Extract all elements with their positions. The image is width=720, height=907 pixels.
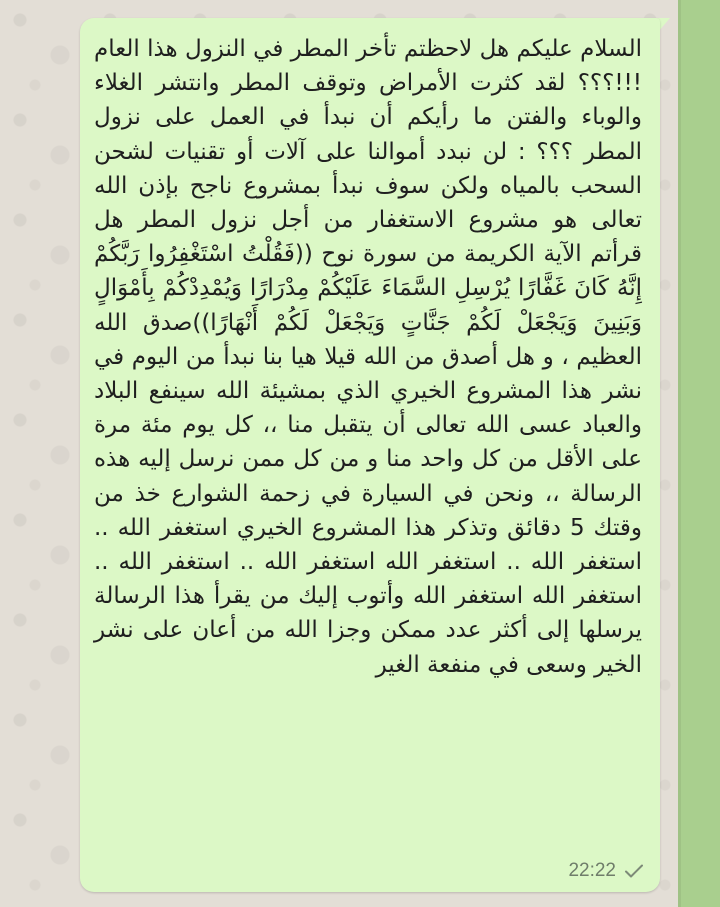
message-bubble[interactable] [80, 18, 660, 892]
message-timestamp: 22:22 [568, 860, 616, 881]
message-text: السلام عليكم هل لاحظتم تأخر المطر في النزول هذا العام !!!؟؟؟ لقد كثرت الأمراض وتوقف المطر وانتشر الغلاء والوباء والفتن ما رأيكم أن نبدأ في العمل على نزول المطر ؟؟؟ : لن نبدد أموالنا على آلات أو تقنيات لشحن السحب بالمياه ولكن سوف نبدأ بمشروع ناجح بإذن الله تعالى هو مشروع الاستغفار من أجل نزول المطر هل قرأتم الآية الكريمة من سورة نوح ((فَقُلْتُ اسْتَغْفِرُوا رَبَّكُمْ إِنَّهُ كَانَ غَفَّارًا يُرْسِلِ السَّمَاءَ عَلَيْكُمْ مِدْرَارًا وَيُمْدِدْكُمْ بِأَمْوَالٍ وَبَنِينَ وَيَجْعَلْ لَكُمْ جَنَّاتٍ وَيَجْعَلْ لَكُمْ أَنْهَارًا))صدق الله العظيم ، و هل أصدق من الله قيلا هيا بنا نبدأ من اليوم في نشر هذا المشروع الخيري الذي بمشيئة الله سينفع البلاد والعباد عسى الله تعالى أن يتقبل منا ،، كل يوم مئة مرة على الأقل من كل واحد منا و من كل ممن نرسل إليه هذه الرسالة ،، ونحن في السيارة في زحمة الشوارع خذ من وقتك 5 دقائق وتذكر هذا المشروع الخيري استغفر الله .. استغفر الله .. استغفر الله استغفر الله .. استغفر الله .. استغفر الله استغفر الله وأتوب إليك من يقرأ هذا الرسالة يرسلها إلى أكثر عدد ممكن وجزا الله من أعان على نشر الخير وسعى في منفعة الغير [86, 36, 642, 678]
message-meta [568, 860, 644, 882]
single-check-icon [624, 863, 644, 879]
side-panel-edge [678, 0, 720, 907]
